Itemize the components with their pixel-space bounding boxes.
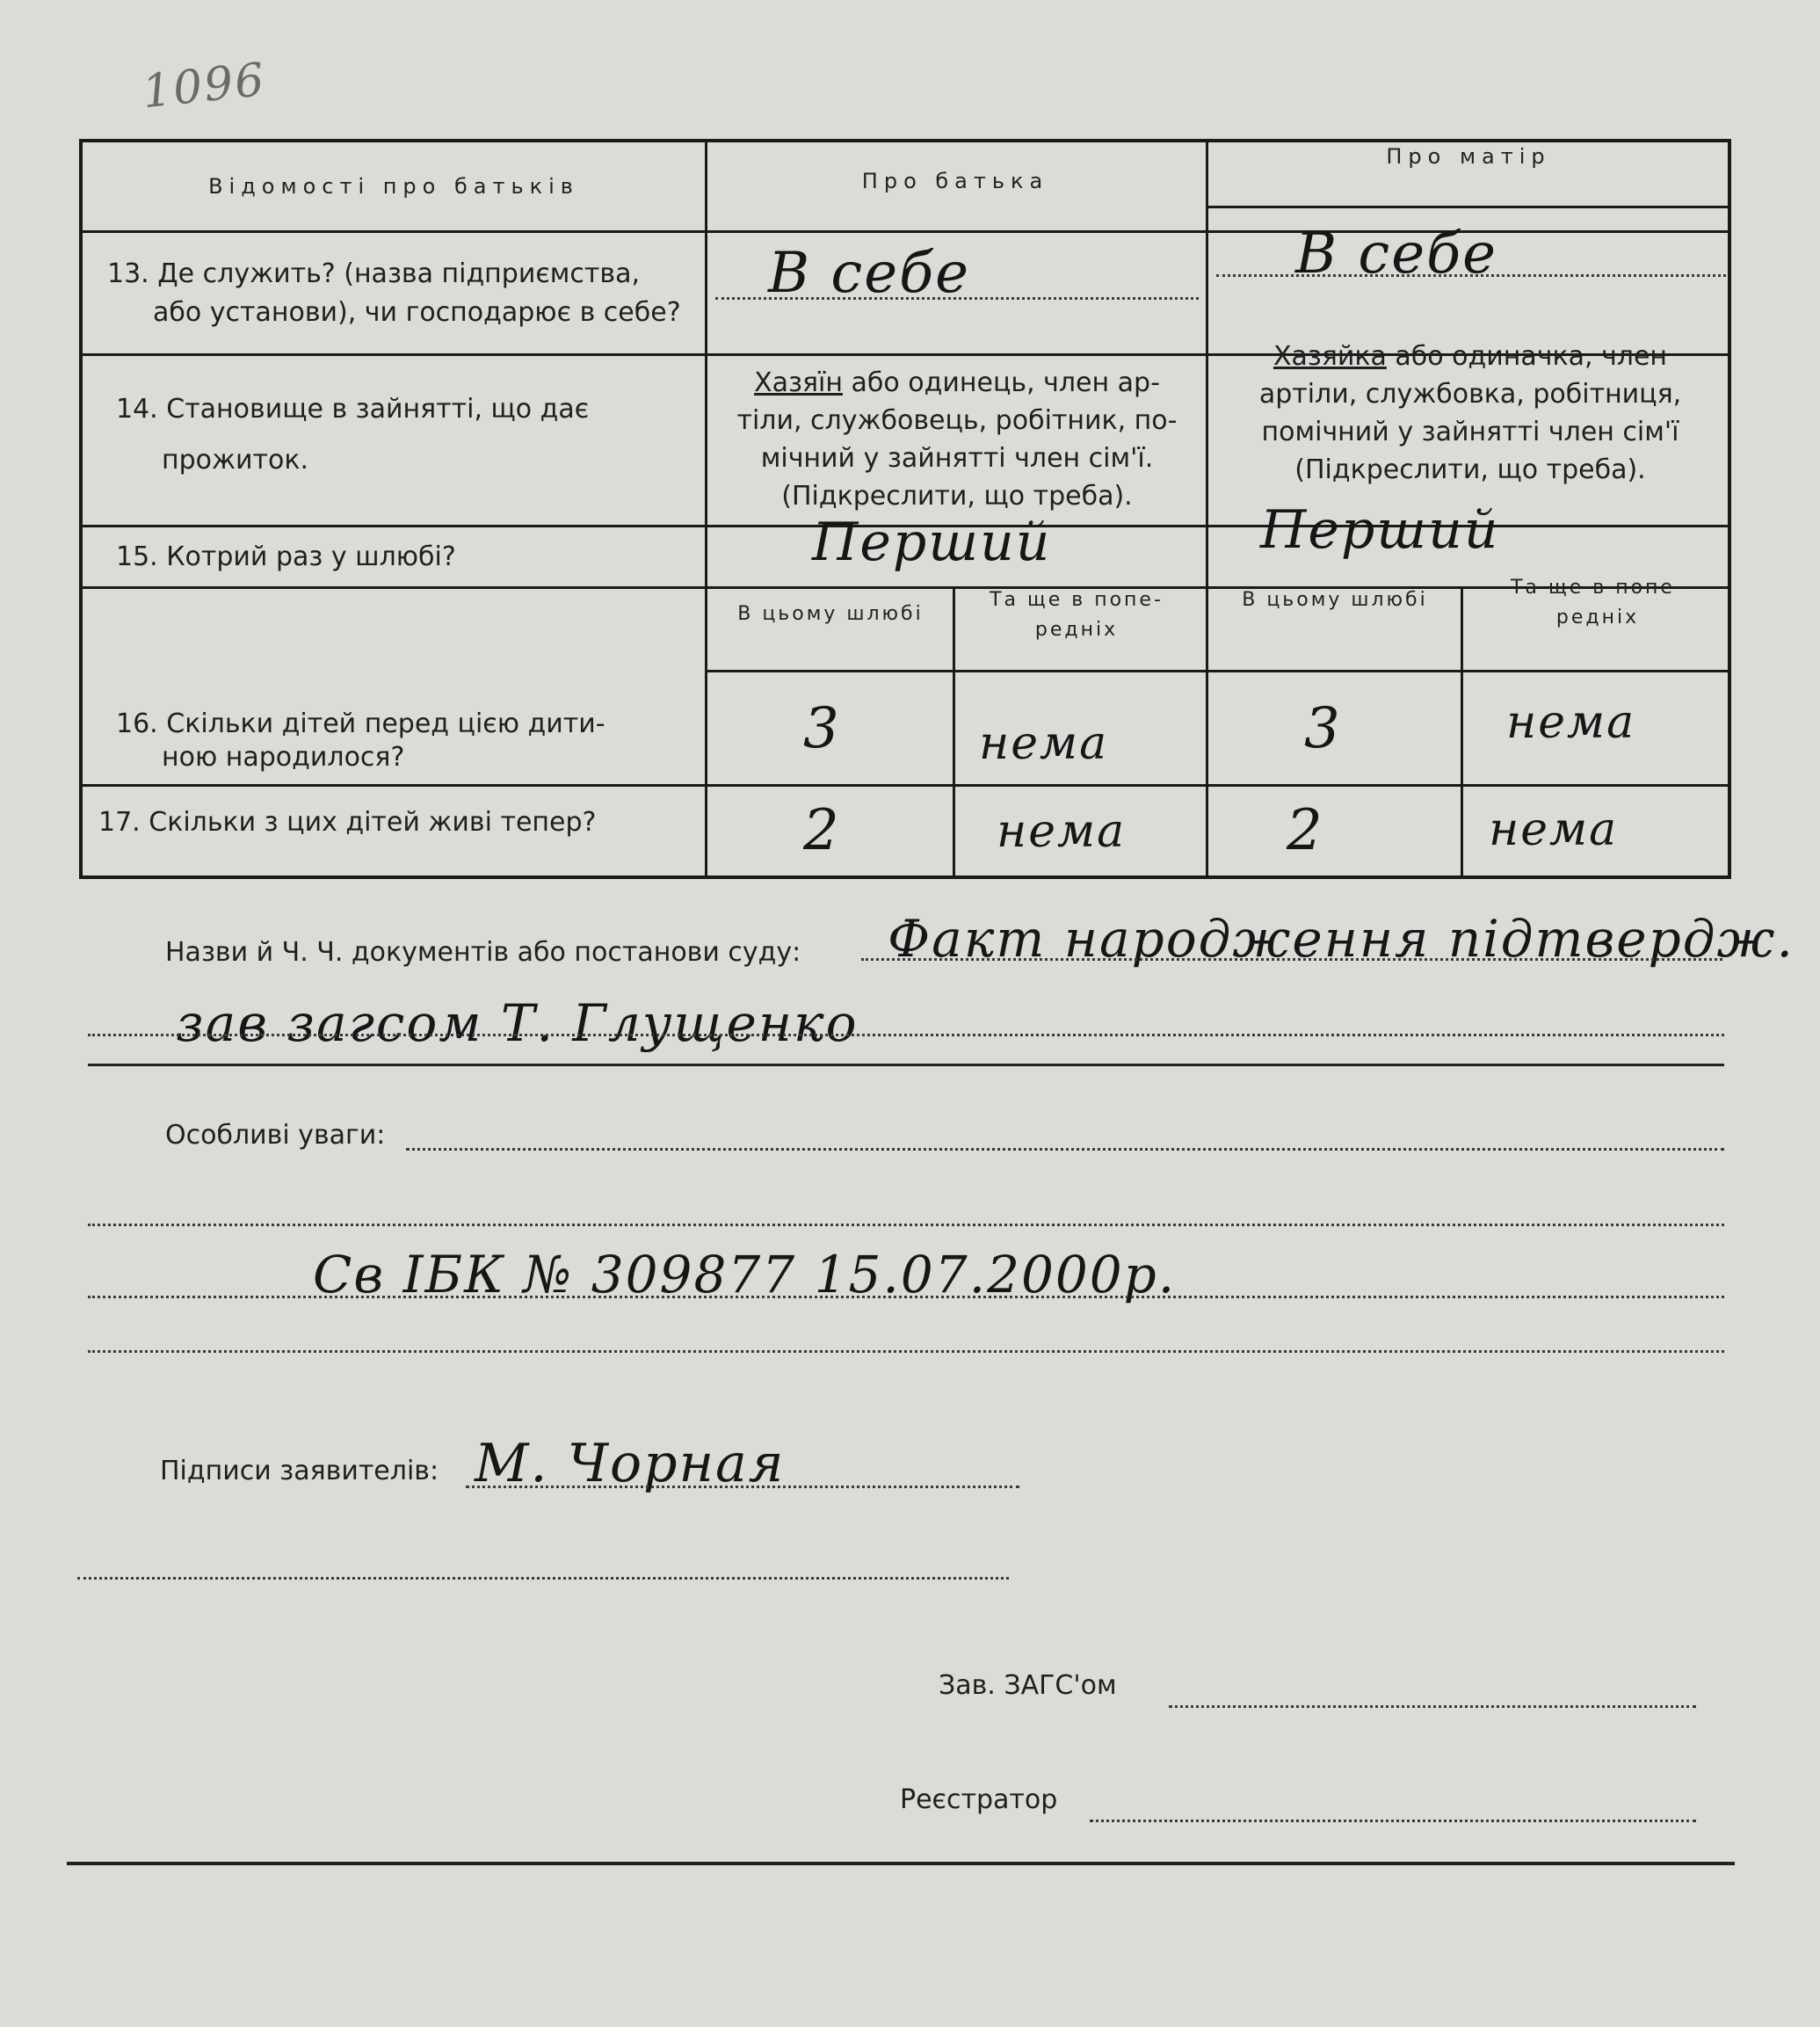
answer-16-mother-this: 3 [1304, 696, 1342, 761]
column-header-father: Про батька [861, 169, 1049, 193]
dotted-line [88, 1224, 1724, 1226]
answer-17-father-this: 2 [803, 798, 841, 863]
question-14: 14. Становище в зайнятті, що дає прожиток. [116, 394, 590, 476]
subheader-this-marriage-mother: В цьому шлюбі [1242, 589, 1428, 611]
remarks-label: Особливі уваги: [165, 1120, 386, 1151]
question-13: 13. Де служить? (назва підприємства, або установи), чи господарює в себе? [107, 258, 681, 328]
options-14-father: Хазяїн або одинець, член ар- тіли, службовець, робітник, по- мічний у зайнятті член сім'ї. (Підкреслити, що треба). [736, 367, 1178, 512]
question-17: 17. Скільки з цих дітей живі тепер? [98, 807, 597, 838]
subheader-previous-father: Та ще в попе- редніх [990, 589, 1164, 641]
answer-16-mother-previous: нема [1506, 696, 1636, 749]
answer-17-father-previous: нема [997, 805, 1127, 858]
table-divider [1461, 586, 1463, 879]
table-divider [953, 586, 955, 879]
table-divider [1206, 142, 1208, 879]
dotted-line [88, 1034, 1724, 1036]
answer-15-mother: Перший [1260, 499, 1500, 561]
option-selected: Хазяїн [754, 367, 843, 398]
applicant-signature: М. Чорная [475, 1433, 786, 1494]
remarks-handwritten: Св IБК № 309877 15.07.2000р. [313, 1245, 1177, 1304]
dotted-line [1090, 1820, 1696, 1822]
dotted-line [715, 297, 1199, 300]
dotted-line [406, 1148, 1724, 1151]
column-header-mother: Про матір [1386, 144, 1551, 169]
dotted-line [466, 1486, 1019, 1488]
question-16: 16. Скільки дітей перед цією дити- ною народилося? [116, 708, 605, 773]
dotted-line [1216, 274, 1726, 277]
subheader-this-marriage-father: В цьому шлюбі [737, 603, 924, 625]
answer-16-father-previous: нема [979, 717, 1109, 770]
registrar-label: Реєстратор [900, 1784, 1058, 1815]
question-15: 15. Котрий раз у шлюбі? [116, 541, 456, 572]
parents-info-table [79, 139, 1731, 879]
documents-handwritten-2: зав загсом Т. Глущенко [176, 993, 859, 1053]
bottom-rule [67, 1862, 1735, 1865]
answer-16-father-this: 3 [803, 696, 841, 761]
dotted-line [77, 1577, 1009, 1580]
answer-13-mother: В себе [1295, 222, 1498, 287]
archive-number: 1096 [140, 53, 269, 120]
table-row-border [1206, 206, 1731, 208]
zags-head-label: Зав. ЗАГС'ом [939, 1670, 1117, 1701]
dotted-line [88, 1350, 1724, 1353]
answer-15-father: Перший [812, 512, 1052, 573]
option-selected: Хазяйка [1273, 341, 1387, 372]
answer-17-mother-this: 2 [1287, 798, 1324, 863]
answer-13-father: В себе [768, 241, 971, 306]
dotted-line [861, 958, 1722, 961]
table-divider [705, 142, 707, 879]
column-header-info: Відомості про батьків [208, 174, 579, 199]
answer-17-mother-previous: нема [1489, 803, 1619, 856]
options-14-mother: Хазяйка або одиначка, член артіли, службовка, робітниця, помічний у зайнятті член сім'ї (Підкреслити, що треба). [1258, 341, 1682, 485]
documents-handwritten-1: Факт народження підтвердж. [888, 909, 1795, 969]
rule-line [88, 1064, 1724, 1066]
table-row-border [83, 784, 1731, 787]
signatures-label: Підписи заявителів: [160, 1456, 439, 1486]
documents-label: Назви й Ч. Ч. документів або постанови суду: [165, 937, 801, 968]
subheader-previous-mother: Та ще в попе- редніх [1511, 577, 1685, 628]
table-row-border [705, 670, 1731, 672]
dotted-line [88, 1296, 1724, 1298]
dotted-line [1169, 1705, 1696, 1708]
